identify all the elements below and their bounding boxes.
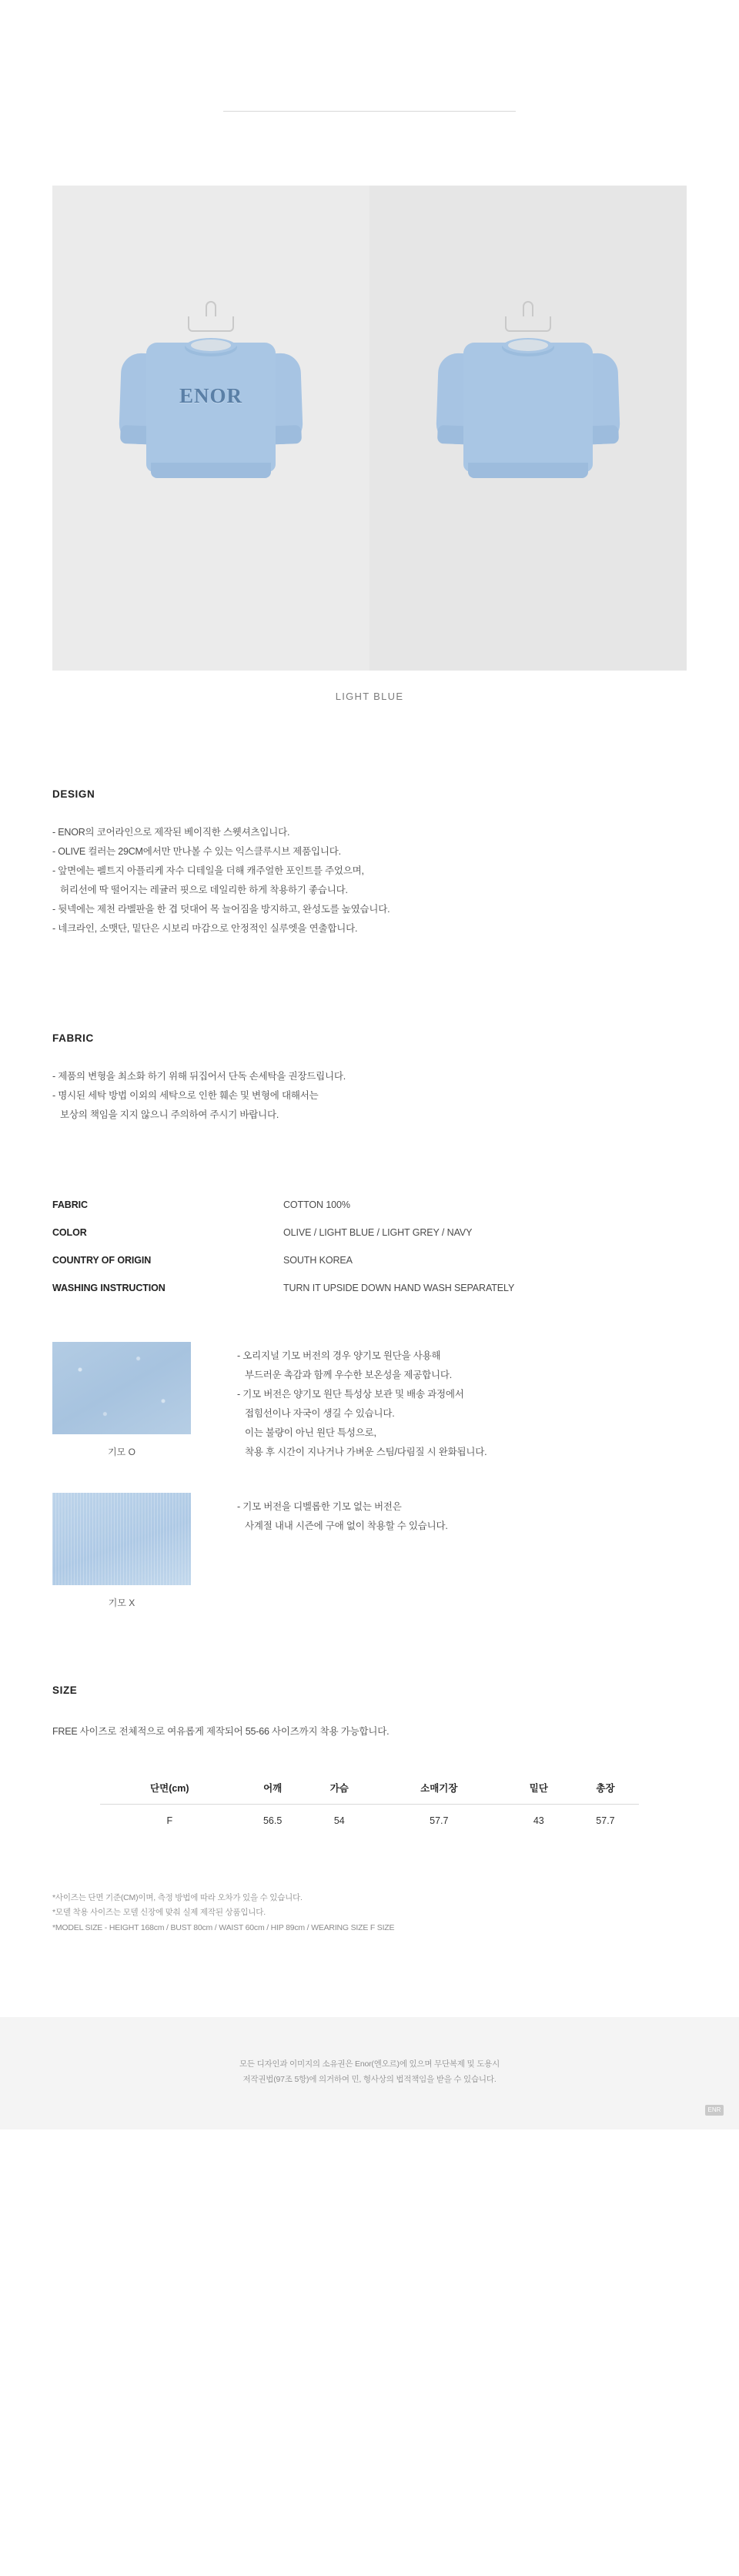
swatch-label: 기모 O <box>108 1447 135 1457</box>
swatch-line: 이는 불량이 아닌 원단 특성으로, <box>245 1427 376 1438</box>
table-row <box>100 1805 639 1827</box>
spec-table <box>52 1191 687 1302</box>
spec-key: FABRIC <box>52 1199 88 1210</box>
size-column-header: 단면(cm) <box>100 1773 239 1805</box>
swatch-line: - 기모 버전은 양기모 원단 특성상 보관 및 배송 과정에서 <box>237 1389 464 1400</box>
design-description <box>52 823 687 938</box>
size-title: SIZE <box>52 1684 78 1696</box>
top-divider <box>223 111 516 112</box>
fabric-swatch-napped <box>52 1342 191 1434</box>
size-cell: 56.5 <box>262 1815 283 1826</box>
size-cell: 57.7 <box>596 1815 615 1826</box>
fabric-title: FABRIC <box>52 1032 94 1044</box>
design-title: DESIGN <box>52 788 95 800</box>
spec-key: COUNTRY OF ORIGIN <box>52 1255 152 1266</box>
table-row <box>52 1219 687 1246</box>
footnote-line: *모델 착용 사이즈는 모델 신장에 맞춰 실제 제작된 상품입니다. <box>52 1908 266 1918</box>
design-line: 허리선에 딱 떨어지는 레귤러 핏으로 데일리한 하게 착용하기 좋습니다. <box>60 885 348 895</box>
size-column-header: 소매기장 <box>373 1773 506 1805</box>
size-table-header-row <box>100 1773 639 1805</box>
hanger-icon <box>505 301 551 333</box>
swatch-label: 기모 X <box>108 1597 135 1608</box>
size-cell: F <box>166 1815 173 1826</box>
size-column-header: 가슴 <box>306 1773 373 1805</box>
footer-badge: ENR <box>705 2105 724 2116</box>
swatch-line: 부드러운 촉감과 함께 우수한 보온성을 제공합니다. <box>245 1370 453 1380</box>
size-cell: 57.7 <box>430 1815 449 1826</box>
product-photo-back[interactable] <box>370 186 687 671</box>
fabric-description <box>52 1067 687 1125</box>
chest-logo-text: ENOR <box>179 384 243 407</box>
swatch-block-napped <box>52 1342 687 1462</box>
spec-key: WASHING INSTRUCTION <box>52 1283 166 1293</box>
design-line: - 뒷넥에는 제천 라벨판을 한 겹 덧대어 목 늘어짐을 방지하고, 완성도를 높였습니다. <box>52 904 390 915</box>
swatch-line: 접힘선이나 자국이 생길 수 있습니다. <box>245 1408 395 1419</box>
design-line: - OLIVE 컬러는 29CM에서만 만나볼 수 있는 익스클루시브 제품입니다. <box>52 846 341 857</box>
product-photo-row <box>52 186 687 671</box>
design-line: - 앞면에는 펠트지 아플리케 자수 디테일을 더해 캐주얼한 포인트를 주었으며, <box>52 865 364 876</box>
size-cell: 43 <box>533 1815 544 1826</box>
spec-key: COLOR <box>52 1227 87 1238</box>
product-photo-front[interactable] <box>52 186 370 671</box>
fabric-line: - 명시된 세탁 방법 이외의 세탁으로 인한 훼손 및 변형에 대해서는 <box>52 1090 319 1101</box>
fabric-line: 보상의 책임을 지지 않으니 주의하여 주시기 바랍니다. <box>60 1109 279 1120</box>
swatch-line: 착용 후 시간이 지나거나 가벼운 스팀/다림질 시 완화됩니다. <box>245 1447 487 1457</box>
photo-color-caption: LIGHT BLUE <box>335 691 404 702</box>
swatch-description <box>237 1342 687 1462</box>
spec-value: SOUTH KOREA <box>283 1255 353 1266</box>
design-section <box>52 788 687 938</box>
footer-line: 저작권법(97조 5항)에 의거하여 민, 형사상의 법적책임을 받을 수 있습니다. <box>242 2075 497 2085</box>
copyright-footer <box>0 2017 739 2129</box>
fabric-line: - 제품의 변형을 최소화 하기 위해 뒤집어서 단독 손세탁을 권장드립니다. <box>52 1071 346 1082</box>
swatch-line: - 기모 버전을 디벨롭한 기모 없는 버전은 <box>237 1501 402 1512</box>
table-row <box>52 1191 687 1219</box>
swatch-block-plain <box>52 1493 687 1609</box>
size-column-header: 밑단 <box>506 1773 572 1805</box>
fabric-section <box>52 1032 687 1125</box>
footer-line: 모든 디자인과 이미지의 소유권은 Enor(엔오르)에 있으며 무단복제 및 도용시 <box>239 2059 500 2069</box>
size-footnotes <box>52 1891 687 1935</box>
product-photo-block <box>52 186 687 702</box>
size-column-header: 어깨 <box>239 1773 306 1805</box>
swatch-description <box>237 1493 687 1536</box>
spec-value: OLIVE / LIGHT BLUE / LIGHT GREY / NAVY <box>283 1227 473 1238</box>
swatch-line: - 오리지널 기모 버전의 경우 양기모 원단을 사용해 <box>237 1350 441 1361</box>
swatch-column <box>52 1342 237 1458</box>
footnote-line: *사이즈는 단면 기준(CM)이며, 측정 방법에 따라 오차가 있을 수 있습니다. <box>52 1893 303 1902</box>
size-note: FREE 사이즈로 전체적으로 여유롭게 제작되어 55-66 사이즈까지 착용 가능합니다. <box>52 1726 390 1737</box>
size-section <box>52 1684 687 1738</box>
size-cell: 54 <box>333 1815 345 1826</box>
size-column-header: 총장 <box>572 1773 639 1805</box>
table-row <box>52 1274 687 1302</box>
sweatshirt-front-illustration <box>120 336 302 489</box>
fabric-swatch-plain <box>52 1493 191 1585</box>
hanger-icon <box>188 301 234 333</box>
sweatshirt-back-illustration <box>437 336 619 489</box>
design-line: - ENOR의 코어라인으로 제작된 베이직한 스웻셔츠입니다. <box>52 827 290 838</box>
footnote-line: *MODEL SIZE - HEIGHT 168cm / BUST 80cm / WAIST 60cm / HIP 89cm / WEARING SIZE F SIZE <box>52 1922 395 1932</box>
size-table <box>100 1773 639 1826</box>
spec-value: TURN IT UPSIDE DOWN HAND WASH SEPARATELY <box>283 1283 515 1293</box>
swatch-column <box>52 1493 237 1609</box>
swatch-line: 사계절 내내 시즌에 구애 없이 착용할 수 있습니다. <box>245 1521 448 1531</box>
spec-value: COTTON 100% <box>283 1199 350 1210</box>
table-row <box>52 1246 687 1274</box>
design-line: - 네크라인, 소맷단, 밑단은 시보리 마감으로 안정적인 실루엣을 연출합니다. <box>52 923 358 934</box>
